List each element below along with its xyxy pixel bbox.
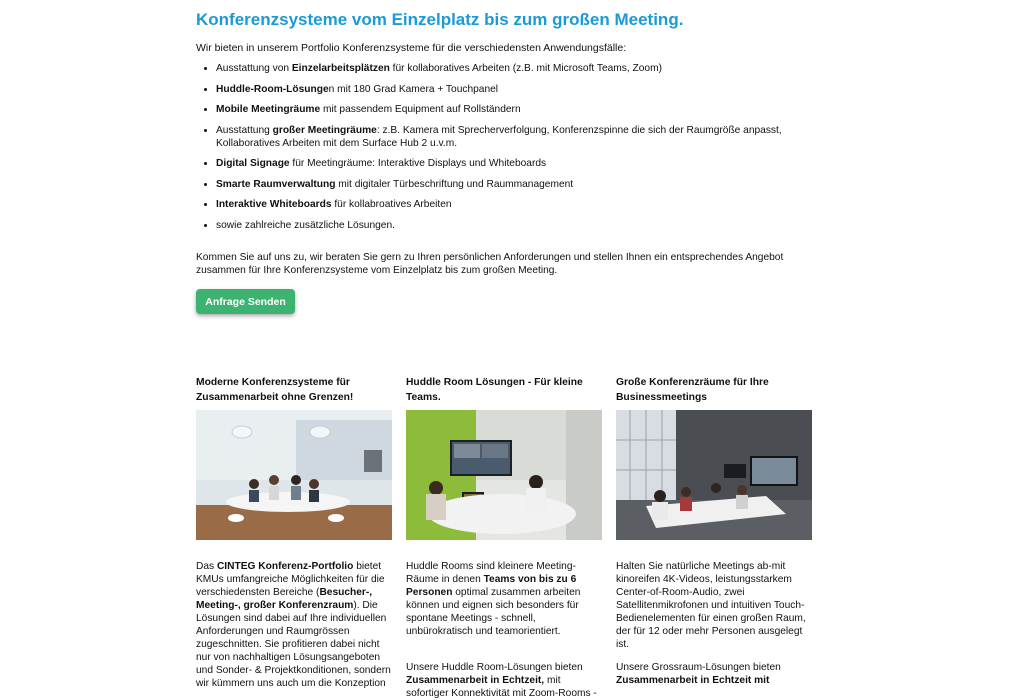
card-conference-portfolio [196, 375, 392, 689]
feature-list [196, 62, 816, 239]
list-item: • sowie zahlreiche zusätzliche Lösungen. [216, 219, 816, 232]
card-text: Huddle Rooms sind kleinere Meeting-Räume in denen Teams von bis zu 6 Personen optimal zusammen arbeiten können und eignen sich besonders für spontane Meetings - schnell, unbürokratisch und teamorientiert. [406, 561, 581, 637]
list-item: • Ausstattung von Einzelarbeitsplätzen für kollaboratives Arbeiten (z.B. mit Microsoft Teams, Zoom) [216, 62, 816, 75]
list-item: • Interaktive Whiteboards für kollabroatives Arbeiten [216, 198, 816, 211]
list-item: • Huddle-Room-Lösungen mit 180 Grad Kamera + Touchpanel [216, 83, 816, 96]
meeting-room-photo [196, 410, 392, 540]
intro-text: Wir bieten in unserem Portfolio Konferenzsysteme für die verschiedensten Anwendungsfälle: [196, 42, 627, 54]
card-text: Halten Sie natürliche Meetings ab-mit kinoreifen 4K-Videos, leistungsstarkem Center-of-Room-Audio, zwei Satellitenmikrofonen und intuitiven Touch-Bedienelementen für einen großen Raum, der für 12 oder mehr Personen ausgelegt ist. [616, 561, 806, 650]
outro-text: Kommen Sie auf uns zu, wir beraten Sie gern zu Ihren persönlichen Anforderungen und stellen Ihnen ein entsprechendes Angebot zusammen für Ihre Konferenzsysteme vom Einzelplatz bis zum großen Meeting. [196, 252, 784, 276]
card-text: Unsere Huddle Room-Lösungen bieten Zusammenarbeit in Echtzeit, mit sofortiger Konnektivität mit Zoom-Rooms - [406, 662, 597, 699]
card-heading: Große Konferenzräume für Ihre Businessmeetings [616, 377, 769, 403]
list-item: • Digital Signage für Meetingräume: Interaktive Displays und Whiteboards [216, 157, 816, 170]
page-title: Konferenzsysteme vom Einzelplatz bis zum großen Meeting. [196, 10, 684, 29]
request-send-button[interactable]: Anfrage Senden [196, 289, 295, 314]
card-heading: Huddle Room Lösungen - Für kleine Teams. [406, 377, 583, 403]
huddle-room-photo [406, 410, 602, 540]
conference-room-photo [616, 410, 812, 540]
card-huddle-room [406, 375, 602, 699]
list-item: • Mobile Meetingräume mit passendem Equipment auf Rollständern [216, 103, 816, 116]
card-text: Das CINTEG Konferenz-Portfolio bietet KMUs umfangreiche Möglichkeiten für die verschiedensten Bereiche (Besucher-, Meeting-, großer Konferenzraum). Die Lösungen sind dabei auf Ihre individuellen Anforderungen und Raumgrössen zugeschnitten. Sie profitieren dabei nicht nur von nachhaltigen Lösungsangeboten und Sonder- & Projektkonditionen, sondern wir kümmern uns auch um die Konzeption [196, 561, 391, 689]
card-text: Unsere Grossraum-Lösungen bieten Zusammenarbeit in Echtzeit mit [616, 662, 781, 686]
list-item: • Ausstattung großer Meetingräume: z.B. Kamera mit Sprecherverfolgung, Konferenzspinne die sich der Raumgröße anpasst, Kollaboratives Arbeiten mit dem Surface Hub 2 u.v.m. [216, 124, 816, 150]
list-item: • Smarte Raumverwaltung mit digitaler Türbeschriftung und Raummanagement [216, 178, 816, 191]
card-large-conference [616, 375, 812, 686]
card-heading: Moderne Konferenzsysteme für Zusammenarbeit ohne Grenzen! [196, 377, 354, 403]
